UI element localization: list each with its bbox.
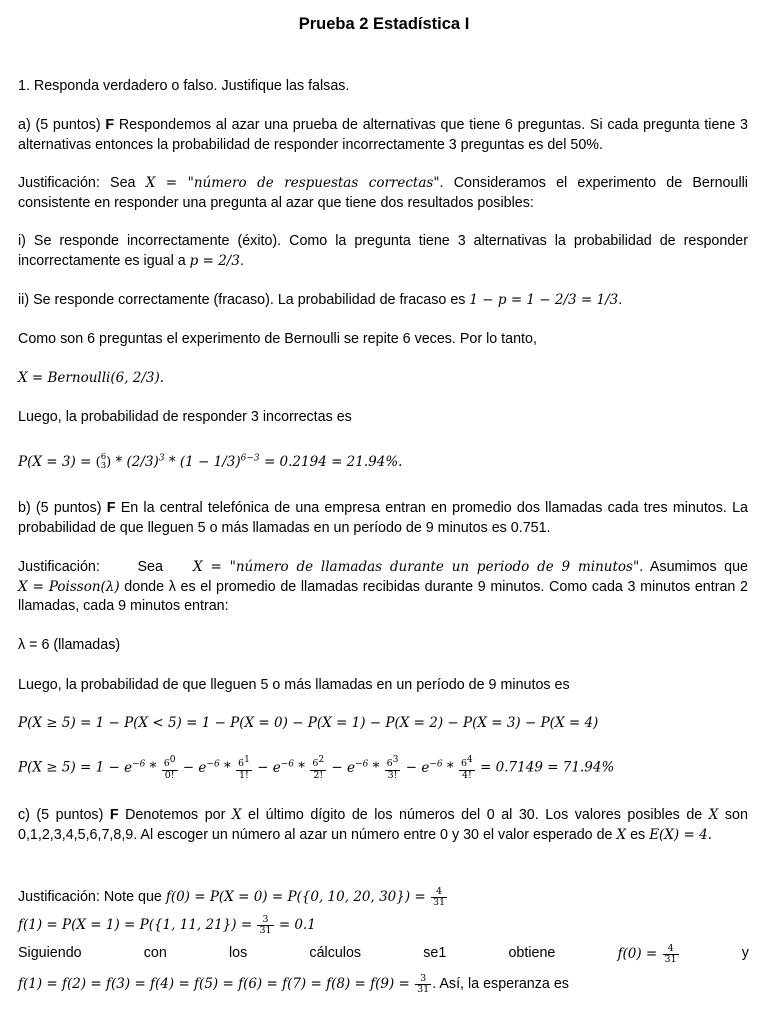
question-1-heading: 1. Responda verdadero o falso. Justifique las falsas. — [18, 78, 350, 94]
item-a-case-ii-text: ii) Se responde correctamente (fracaso). La probabilidad de fracaso es — [18, 292, 466, 308]
expected-value: E(X) = 4. — [649, 826, 712, 843]
word: se1 — [423, 945, 447, 961]
word: cálculos — [309, 945, 362, 961]
item-c-text-2: el último dígito de los números del 0 al 30. Los valores posibles de — [248, 807, 703, 823]
item-a-case-i: i) Se responde incorrectamente (éxito). Como la pregunta tiene 3 alternativas la probabilidad de responder incorrectamente es igual a p = 2/3. — [18, 233, 748, 269]
formula-a-exp2: 6−3 — [240, 453, 260, 463]
fraction-3-31: $\frac{3}{31}$ — [259, 914, 272, 936]
item-c-label: c) (5 puntos) — [18, 807, 104, 823]
item-b-poisson: X = Poisson(λ) — [18, 578, 120, 595]
item-a-justification — [18, 174, 748, 213]
item-a-case-i-text: i) Se responde incorrectamente (éxito). Como la pregunta tiene 3 alternativas la probabilidad de responder incorrectamente es igual a — [18, 233, 748, 269]
binomial-coefficient: ( 6 3 ) — [95, 452, 112, 471]
item-b-label: b) (5 puntos) — [18, 500, 102, 516]
formula-a-lhs: P(X = 3) = — [18, 453, 92, 470]
item-b-statement — [18, 499, 748, 538]
item-a-case-ii-math: 1 − p = 1 − 2/3 = 1/3 — [469, 292, 619, 308]
item-c-text-1: Denotemos por — [125, 807, 226, 823]
formula-a-rhs: = 0.2194 = 21.94%. — [263, 453, 403, 470]
item-a-repeat-text: Como son 6 preguntas el experimento de Bernoulli se repite 6 veces. Por lo tanto, — [18, 331, 537, 347]
item-b-justification — [18, 558, 748, 617]
f1-decimal: = 0.1 — [278, 917, 316, 933]
item-a-luego: Luego, la probabilidad de responder 3 incorrectas es — [18, 409, 352, 425]
item-a-label: a) (5 puntos) — [18, 117, 101, 133]
fraction-4-31: $\frac{4}{31}$ — [433, 886, 446, 908]
item-b-formula-1 — [18, 714, 748, 734]
poisson-term-0: $e^{-6}$ * $\frac{6^0}{0!}$ — [124, 755, 176, 781]
item-b-verdict: F — [106, 500, 116, 516]
item-a-distribution-math: X = Bernoulli(6, 2/3). — [18, 370, 165, 386]
f1-formula: f(1) = P(X = 1) = P({1, 11, 21}) = — [18, 917, 253, 933]
item-c-just-prefix: Justificación: Note que — [18, 889, 162, 905]
item-c-verdict: F — [109, 807, 119, 823]
item-a-case-ii: ii) Se responde correctamente (fracaso). La probabilidad de fracaso es 1 − p = 1 − 2/3 = 1/3. — [18, 292, 623, 308]
page-title: Prueba 2 Estadística I — [298, 15, 470, 33]
formula-a-mid2: * (1 − 1/3) — [168, 453, 241, 470]
item-c-statement — [18, 806, 748, 845]
item-c-siguiendo-line — [18, 944, 749, 965]
item-b-just-rest: donde λ es el promedio de llamadas recibidas durante 9 minutos. Como cada 3 minutos entran 2 llamadas, cada 9 minutos entran: — [18, 578, 748, 614]
esperanza-text: . Así, la esperanza es — [432, 976, 569, 992]
item-c-text-3: son 0,1,2,3,4,5,6,7,8,9. Al escoger un número al azar un número entre 0 y 30 el valor esperado de — [18, 807, 748, 843]
item-b-asumimos: . Asumimos que — [639, 559, 748, 575]
fraction-3-31: $\frac{3}{31}$ — [417, 973, 430, 995]
var-x: X — [231, 807, 242, 823]
item-b-just-prefix: Justificación: — [18, 559, 100, 575]
word: con — [143, 945, 167, 961]
item-a-distribution — [18, 369, 748, 389]
item-c-justification-1 — [18, 887, 748, 908]
item-b-formula-2: $P(X \ge 5) = 1 - e^{-6}$ * $\frac{6^0}{0!}$ − $e^{-6}$ * $\frac{6^1}{1!}$ − $e^{-6}$ * $\frac{6^2}{2!}$ − $e^{-6}$ * $\frac{6^3}{3!}$ − $e^{-6}$ * $\frac{6^4}{4!}$ = 0.7149 = 71.94% — [18, 755, 615, 781]
item-b-formula-1-math: P(X ≥ 5) = 1 − P(X < 5) = 1 − P(X = 0) − P(X = 1) − P(X = 2) − P(X = 3) − P(X = 4) — [18, 715, 599, 731]
var-x: X — [616, 826, 627, 843]
item-b-luego: Luego, la probabilidad de que lleguen 5 o más llamadas en un período de 9 minutos es — [18, 677, 570, 693]
item-a-just-prefix: Justificación: Sea — [18, 175, 136, 191]
f-equalities: f(1) = f(2) = f(3) = f(4) = f(5) = f(6) = f(7) = f(8) = f(9) = — [18, 976, 410, 992]
item-b-x-definition: X = "número de llamadas durante un periodo de 9 minutos" — [193, 559, 640, 575]
item-c-last-line — [18, 974, 748, 995]
item-c-text-4: es — [630, 826, 646, 843]
item-a-statement — [18, 116, 748, 155]
item-a-verdict: F — [105, 117, 115, 133]
formula-b-rhs: = 0.7149 = 71.94% — [480, 759, 615, 776]
word: obtiene — [508, 945, 556, 961]
poisson-term-4: $e^{-6}$ * $\frac{6^4}{4!}$ — [421, 755, 473, 781]
item-c-justification-2 — [18, 915, 748, 936]
f0-result: f(0) = $\frac{4}{31}$ — [617, 943, 677, 965]
item-a-formula — [18, 449, 748, 472]
poisson-term-3: $e^{-6}$ * $\frac{6^3}{3!}$ — [347, 755, 399, 781]
item-b-sea: Sea — [137, 559, 163, 575]
item-a-case-i-math: p = 2/3 — [189, 252, 240, 269]
formula-b-lhs: P(X ≥ 5) = 1 − — [18, 759, 120, 776]
poisson-term-2: $e^{-6}$ * $\frac{6^2}{2!}$ — [272, 755, 325, 781]
item-a-text: Respondemos al azar una prueba de alternativas que tiene 6 preguntas. Si cada pregunta tiene 3 alternativas entonces la probabilidad de responder incorrectamente 3 preguntas es del 50%. — [18, 117, 748, 153]
word: Siguiendo — [18, 945, 82, 961]
word: los — [228, 945, 248, 961]
poisson-term-1: $e^{-6}$ * $\frac{6^1}{1!}$ — [198, 755, 250, 781]
item-b-text: En la central telefónica de una empresa entran en promedio dos llamadas cada tres minutos. La probabilidad de que lleguen 5 o más llamadas en un período de 9 minutos es 0.751. — [18, 500, 748, 536]
formula-a-mid1: * (2/3) — [115, 453, 159, 470]
item-a-just-rest: . Consideramos el experimento de Bernoulli consistente en responder una pregunta al azar que tiene dos resultados posibles: — [18, 175, 748, 211]
var-x: X — [708, 807, 719, 823]
item-b-lambda: λ = 6 (llamadas) — [18, 637, 121, 653]
word: y — [741, 945, 749, 961]
item-a-x-definition: X = "número de respuestas correctas" — [145, 175, 440, 191]
formula-a-exp1: 3 — [158, 453, 165, 463]
f0-formula: f(0) = P(X = 0) = P({0, 10, 20, 30}) = — [165, 889, 426, 905]
